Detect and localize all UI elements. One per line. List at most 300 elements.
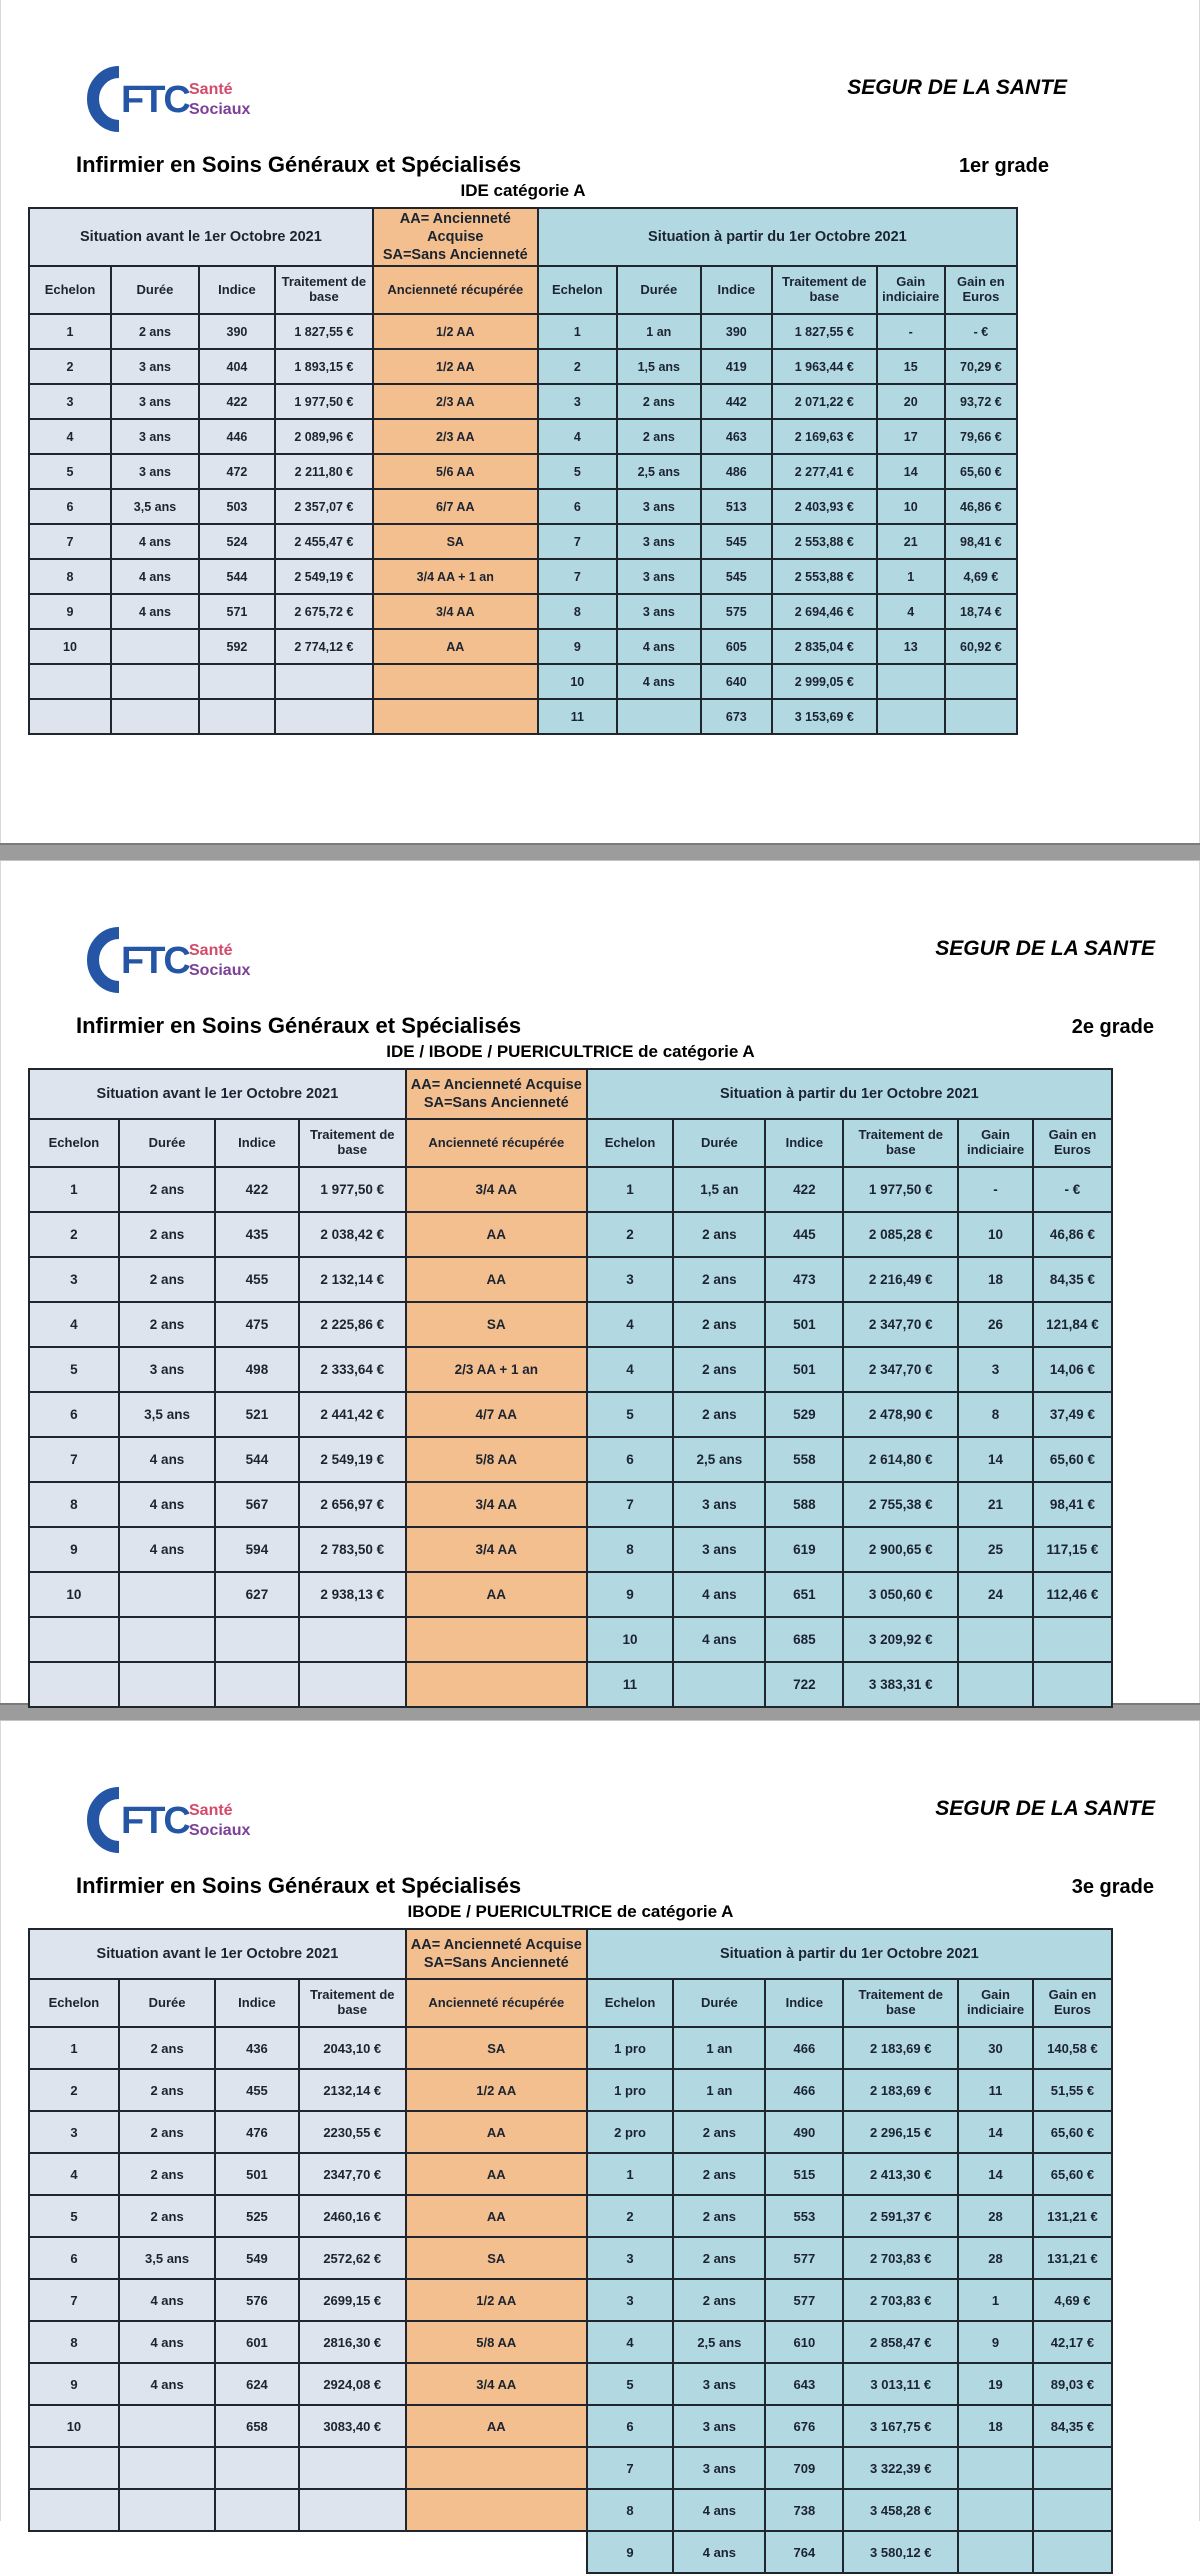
table-cell: 466: [765, 2027, 843, 2069]
table-cell: [299, 2531, 406, 2573]
table-cell: 4 ans: [119, 1527, 215, 1572]
table-cell: 709: [765, 2447, 843, 2489]
column-header-anciennete: Ancienneté récupérée: [406, 1119, 587, 1167]
table-cell: 7: [538, 524, 617, 559]
table-cell: 640: [701, 664, 772, 699]
table-cell: 51,55 €: [1033, 2069, 1112, 2111]
table-cell: [111, 664, 199, 699]
column-header-echelon: Echelon: [29, 1979, 119, 2027]
table-cell: [299, 2447, 406, 2489]
table-cell: 445: [765, 1212, 843, 1257]
table-cell: [1033, 2447, 1112, 2489]
table-cell: [29, 2531, 119, 2573]
table-cell: 472: [199, 454, 275, 489]
column-header-echelon: Echelon: [29, 266, 111, 314]
table-cell: 3/4 AA: [406, 1167, 587, 1212]
table-cell: 1: [29, 2027, 119, 2069]
table-cell: 121,84 €: [1033, 1302, 1112, 1347]
segur-title: SEGUR DE LA SANTE: [935, 1797, 1155, 1820]
column-header-traitement: Traitement de base: [275, 266, 373, 314]
table-cell: 17: [877, 419, 945, 454]
table-cell: 6: [587, 2405, 674, 2447]
table-cell: 2572,62 €: [299, 2237, 406, 2279]
table-cell: 14,06 €: [1033, 1347, 1112, 1392]
table-cell: AA: [406, 1257, 587, 1302]
table-cell: [29, 2447, 119, 2489]
table-cell: [119, 2489, 215, 2531]
table-cell: 7: [29, 1437, 119, 1482]
table-cell: 1 pro: [587, 2069, 674, 2111]
column-header-indice: Indice: [199, 266, 275, 314]
table-cell: 11: [958, 2069, 1033, 2111]
legend-line-2: SA=Sans Ancienneté: [382, 247, 528, 264]
table-cell: [877, 699, 945, 734]
table-cell: [673, 1662, 765, 1707]
table-cell: [119, 2447, 215, 2489]
cftc-logo-sociaux: Sociaux: [189, 1822, 251, 1839]
page-header: [41, 64, 1159, 148]
table-cell: 84,35 €: [1033, 2405, 1112, 2447]
table-cell: 1,5 ans: [617, 349, 701, 384]
table-cell: 503: [199, 489, 275, 524]
cftc-logo: [79, 925, 259, 998]
table-cell: 422: [215, 1167, 298, 1212]
table-cell: SA: [373, 524, 538, 559]
table-cell: 112,46 €: [1033, 1572, 1112, 1617]
table-row: [29, 1662, 1112, 1707]
table-cell: [119, 1662, 215, 1707]
table-cell: 455: [215, 1257, 298, 1302]
table-cell: 2 478,90 €: [843, 1392, 958, 1437]
table-cell: 1: [538, 314, 617, 349]
table-cell: 2 755,38 €: [843, 1482, 958, 1527]
table-cell: [29, 1617, 119, 1662]
table-cell: 37,49 €: [1033, 1392, 1112, 1437]
table-cell: 764: [765, 2531, 843, 2573]
table-cell: 15: [877, 349, 945, 384]
table-cell: 10: [29, 2405, 119, 2447]
group-header-after: Situation à partir du 1er Octobre 2021: [587, 1069, 1112, 1119]
table-cell: [119, 1572, 215, 1617]
table-cell: 2 553,88 €: [772, 559, 877, 594]
table-cell: 2 441,42 €: [299, 1392, 406, 1437]
table-cell: 738: [765, 2489, 843, 2531]
table-cell: 473: [765, 1257, 843, 1302]
table-cell: 46,86 €: [945, 489, 1017, 524]
group-header-anciennete-legend: [406, 1929, 587, 1979]
table-cell: 1/2 AA: [373, 349, 538, 384]
table-cell: 422: [199, 384, 275, 419]
table-cell: 2 ans: [673, 1257, 765, 1302]
table-cell: 404: [199, 349, 275, 384]
table-cell: - €: [945, 314, 1017, 349]
table-cell: 2 ans: [673, 2279, 765, 2321]
table-cell: 3 ans: [673, 1527, 765, 1572]
table-cell: 9: [587, 2531, 674, 2573]
table-cell: 2 216,49 €: [843, 1257, 958, 1302]
table-row: [29, 1572, 1112, 1617]
table-cell: 475: [215, 1302, 298, 1347]
table-row: [29, 1257, 1112, 1302]
table-cell: 5: [587, 2363, 674, 2405]
table-cell: 5/8 AA: [406, 1437, 587, 1482]
title-row: [76, 152, 1159, 178]
table-cell: 2,5 ans: [673, 2321, 765, 2363]
table-cell: [406, 1662, 587, 1707]
page-header: [41, 1785, 1159, 1869]
table-cell: AA: [373, 629, 538, 664]
table-cell: 2/3 AA + 1 an: [406, 1347, 587, 1392]
table-cell: 3 ans: [111, 419, 199, 454]
cftc-logo-c-arc: [93, 933, 119, 987]
table-cell: 2,5 ans: [673, 1437, 765, 1482]
table-row: [29, 349, 1017, 384]
table-cell: 4 ans: [617, 664, 701, 699]
table-cell: 2/3 AA: [373, 384, 538, 419]
table-cell: -: [877, 314, 945, 349]
table-cell: 4: [29, 1302, 119, 1347]
table-cell: 11: [587, 1662, 674, 1707]
table-cell: AA: [406, 2111, 587, 2153]
table-cell: 1 827,55 €: [772, 314, 877, 349]
table-cell: 2 ans: [617, 419, 701, 454]
table-row: [29, 594, 1017, 629]
column-header-duree: Durée: [119, 1979, 215, 2027]
table-row: [29, 2111, 1112, 2153]
category-subtitle: IBODE / PUERICULTRICE de catégorie A: [407, 1902, 734, 1921]
table-cell: 2: [587, 2195, 674, 2237]
table-row: [29, 1482, 1112, 1527]
column-header-traitement: Traitement de base: [299, 1979, 406, 2027]
table-cell: SA: [406, 1302, 587, 1347]
table-cell: 21: [958, 1482, 1033, 1527]
table-cell: 435: [215, 1212, 298, 1257]
column-header-anciennete: Ancienneté récupérée: [373, 266, 538, 314]
salary-table-grade-1: [28, 207, 1018, 735]
table-cell: 65,60 €: [945, 454, 1017, 489]
column-header-echelon-2: Echelon: [587, 1119, 674, 1167]
table-cell: [958, 1662, 1033, 1707]
table-cell: [406, 1617, 587, 1662]
table-cell: 549: [215, 2237, 298, 2279]
table-cell: 601: [215, 2321, 298, 2363]
salary-table-grade-2: [28, 1068, 1113, 1708]
table-cell: 5: [587, 1392, 674, 1437]
table-cell: 2 413,30 €: [843, 2153, 958, 2195]
table-cell: 545: [701, 524, 772, 559]
table-cell: 3 153,69 €: [772, 699, 877, 734]
table-cell: 4: [538, 419, 617, 454]
table-cell: 2 333,64 €: [299, 1347, 406, 1392]
group-header-after: Situation à partir du 1er Octobre 2021: [538, 208, 1017, 266]
table-cell: 594: [215, 1527, 298, 1572]
table-cell: 2: [29, 2069, 119, 2111]
table-cell: 3 ans: [111, 384, 199, 419]
table-cell: 3 ans: [673, 1482, 765, 1527]
table-cell: 4 ans: [673, 1617, 765, 1662]
table-cell: 3/4 AA: [373, 594, 538, 629]
column-header-row: [29, 266, 1017, 314]
table-cell: AA: [406, 2405, 587, 2447]
table-cell: [299, 1662, 406, 1707]
table-cell: 1: [29, 1167, 119, 1212]
table-cell: 18: [958, 1257, 1033, 1302]
table-row: [29, 2363, 1112, 2405]
cftc-logo-brand: FTC: [121, 940, 189, 982]
table-cell: 2 591,37 €: [843, 2195, 958, 2237]
table-cell: [199, 664, 275, 699]
table-cell: 18: [958, 2405, 1033, 2447]
table-cell: 1/2 AA: [373, 314, 538, 349]
cftc-logo-graphic: [79, 1785, 259, 1853]
table-cell: [29, 664, 111, 699]
table-cell: 476: [215, 2111, 298, 2153]
table-cell: 1,5 an: [673, 1167, 765, 1212]
cftc-logo-sociaux: Sociaux: [189, 962, 251, 979]
table-cell: 2 183,69 €: [843, 2027, 958, 2069]
table-cell: 3,5 ans: [119, 2237, 215, 2279]
table-cell: 2347,70 €: [299, 2153, 406, 2195]
table-cell: SA: [406, 2237, 587, 2279]
table-cell: [1033, 1662, 1112, 1707]
cftc-logo-c-arc: [93, 72, 119, 126]
table-row: [29, 2531, 1112, 2573]
table-cell: 8: [958, 1392, 1033, 1437]
page-3: [0, 1721, 1200, 2560]
column-header-indice: Indice: [215, 1979, 298, 2027]
table-cell: 4 ans: [111, 559, 199, 594]
table-cell: [373, 664, 538, 699]
table-cell: 18,74 €: [945, 594, 1017, 629]
table-cell: 2816,30 €: [299, 2321, 406, 2363]
table-cell: 4,69 €: [945, 559, 1017, 594]
table-cell: 7: [538, 559, 617, 594]
table-cell: 2 ans: [673, 2111, 765, 2153]
column-header-traitement-2: Traitement de base: [772, 266, 877, 314]
table-cell: 2 900,65 €: [843, 1527, 958, 1572]
table-cell: [373, 699, 538, 734]
table-cell: 1 893,15 €: [275, 349, 373, 384]
table-cell: [945, 664, 1017, 699]
table-cell: AA: [406, 2195, 587, 2237]
table-cell: 4 ans: [673, 2489, 765, 2531]
group-header-after: Situation à partir du 1er Octobre 2021: [587, 1929, 1112, 1979]
table-cell: 2 ans: [119, 2195, 215, 2237]
table-cell: 498: [215, 1347, 298, 1392]
table-cell: 5: [538, 454, 617, 489]
table-cell: 65,60 €: [1033, 1437, 1112, 1482]
table-cell: 5: [29, 2195, 119, 2237]
table-cell: 1/2 AA: [406, 2279, 587, 2321]
table-cell: 567: [215, 1482, 298, 1527]
table-cell: 3 458,28 €: [843, 2489, 958, 2531]
table-cell: 10: [29, 1572, 119, 1617]
table-cell: [119, 2531, 215, 2573]
table-cell: 2 703,83 €: [843, 2279, 958, 2321]
cftc-logo-brand: FTC: [121, 1800, 189, 1842]
table-cell: 2 085,28 €: [843, 1212, 958, 1257]
table-cell: 3 013,11 €: [843, 2363, 958, 2405]
table-cell: 8: [587, 1527, 674, 1572]
table-cell: 2 pro: [587, 2111, 674, 2153]
table-cell: 10: [877, 489, 945, 524]
table-cell: 2699,15 €: [299, 2279, 406, 2321]
segur-title: SEGUR DE LA SANTE: [935, 937, 1155, 960]
table-cell: 3: [587, 2279, 674, 2321]
table-cell: 676: [765, 2405, 843, 2447]
table-cell: 3 209,92 €: [843, 1617, 958, 1662]
table-cell: [958, 2447, 1033, 2489]
group-header-before: Situation avant le 1er Octobre 2021: [29, 208, 373, 266]
table-cell: 14: [958, 1437, 1033, 1482]
table-cell: 571: [199, 594, 275, 629]
table-cell: 4: [29, 2153, 119, 2195]
table-cell: 3 ans: [617, 489, 701, 524]
column-header-indice-2: Indice: [701, 266, 772, 314]
table-cell: 65,60 €: [1033, 2111, 1112, 2153]
table-cell: 4 ans: [119, 1437, 215, 1482]
table-cell: 3 ans: [111, 349, 199, 384]
table-cell: 2 211,80 €: [275, 454, 373, 489]
group-header-row: [29, 1929, 1112, 1979]
table-row: [29, 2153, 1112, 2195]
table-cell: 501: [765, 1347, 843, 1392]
table-cell: 3/4 AA: [406, 1527, 587, 1572]
table-cell: 2 071,22 €: [772, 384, 877, 419]
table-cell: 2 225,86 €: [299, 1302, 406, 1347]
table-cell: 6: [538, 489, 617, 524]
table-cell: 2 ans: [617, 384, 701, 419]
grade-label: 3e grade: [1071, 1876, 1154, 1898]
table-cell: 2230,55 €: [299, 2111, 406, 2153]
table-cell: 3: [29, 1257, 119, 1302]
table-cell: 1: [958, 2279, 1033, 2321]
table-cell: 9: [29, 594, 111, 629]
table-cell: 3/4 AA + 1 an: [373, 559, 538, 594]
table-row: [29, 1527, 1112, 1572]
table-cell: 131,21 €: [1033, 2237, 1112, 2279]
table-row: [29, 699, 1017, 734]
table-cell: 3: [29, 384, 111, 419]
page-2: [0, 861, 1200, 1703]
column-header-indice-2: Indice: [765, 1119, 843, 1167]
table-cell: [215, 1617, 298, 1662]
table-cell: 8: [29, 559, 111, 594]
column-header-gain-euros: Gain en Euros: [945, 266, 1017, 314]
table-cell: 1: [877, 559, 945, 594]
table-cell: 14: [877, 454, 945, 489]
table-cell: 3 ans: [111, 454, 199, 489]
table-cell: 2 ans: [119, 2027, 215, 2069]
table-cell: 4 ans: [111, 594, 199, 629]
table-cell: 1 pro: [587, 2027, 674, 2069]
table-row: [29, 1302, 1112, 1347]
column-header-traitement-2: Traitement de base: [843, 1979, 958, 2027]
cftc-logo: [79, 1785, 259, 1858]
table-cell: 2 ans: [673, 1302, 765, 1347]
table-cell: [29, 699, 111, 734]
table-cell: 1: [587, 1167, 674, 1212]
table-cell: 577: [765, 2279, 843, 2321]
table-cell: 575: [701, 594, 772, 629]
table-cell: 7: [587, 1482, 674, 1527]
table-cell: 19: [958, 2363, 1033, 2405]
column-header-indice: Indice: [215, 1119, 298, 1167]
table-row: [29, 2027, 1112, 2069]
category-subtitle: IDE catégorie A: [460, 181, 586, 200]
table-cell: 619: [765, 1527, 843, 1572]
table-cell: 2 656,97 €: [299, 1482, 406, 1527]
table-cell: 21: [877, 524, 945, 559]
table-cell: 558: [765, 1437, 843, 1482]
table-cell: 3083,40 €: [299, 2405, 406, 2447]
table-cell: 46,86 €: [1033, 1212, 1112, 1257]
table-cell: [215, 2531, 298, 2573]
table-cell: 9: [29, 1527, 119, 1572]
table-cell: 3 167,75 €: [843, 2405, 958, 2447]
table-row: [29, 314, 1017, 349]
legend-line-1: AA= Ancienneté Acquise: [399, 211, 511, 246]
salary-table-grade-3: [28, 1928, 1113, 2574]
table-cell: SA: [406, 2027, 587, 2069]
table-cell: 2 347,70 €: [843, 1302, 958, 1347]
table-row: [29, 2489, 1112, 2531]
table-cell: 2 553,88 €: [772, 524, 877, 559]
table-cell: 6: [29, 2237, 119, 2279]
table-cell: 140,58 €: [1033, 2027, 1112, 2069]
table-cell: 9: [958, 2321, 1033, 2363]
table-cell: 2 ans: [673, 1347, 765, 1392]
table-cell: 3 ans: [673, 2363, 765, 2405]
table-cell: 390: [199, 314, 275, 349]
table-cell: 8: [29, 2321, 119, 2363]
table-row: [29, 1347, 1112, 1392]
table-cell: 10: [958, 1212, 1033, 1257]
table-cell: 2 ans: [119, 1302, 215, 1347]
column-header-duree: Durée: [111, 266, 199, 314]
table-row: [29, 2069, 1112, 2111]
table-cell: 2: [587, 1212, 674, 1257]
table-cell: 490: [765, 2111, 843, 2153]
table-row: [29, 2321, 1112, 2363]
table-cell: - €: [1033, 1167, 1112, 1212]
page-title: Infirmier en Soins Généraux et Spécialisés: [76, 152, 522, 177]
table-cell: 11: [538, 699, 617, 734]
table-cell: 28: [958, 2195, 1033, 2237]
table-cell: [958, 2489, 1033, 2531]
table-cell: 2 089,96 €: [275, 419, 373, 454]
table-cell: 10: [587, 1617, 674, 1662]
table-cell: 2132,14 €: [299, 2069, 406, 2111]
table-cell: AA: [406, 1572, 587, 1617]
cftc-logo-graphic: [79, 64, 259, 132]
table-cell: 3: [587, 1257, 674, 1302]
table-cell: 521: [215, 1392, 298, 1437]
column-header-indice-2: Indice: [765, 1979, 843, 2027]
table-cell: 2 774,12 €: [275, 629, 373, 664]
table-cell: 2 ans: [673, 1212, 765, 1257]
table-row: [29, 2237, 1112, 2279]
table-cell: 501: [765, 1302, 843, 1347]
table-cell: [215, 2489, 298, 2531]
table-cell: [1033, 2489, 1112, 2531]
table-cell: 2 ans: [673, 2195, 765, 2237]
table-cell: 117,15 €: [1033, 1527, 1112, 1572]
table-cell: 2 ans: [673, 2153, 765, 2195]
table-cell: 10: [29, 629, 111, 664]
table-cell: 1 an: [673, 2069, 765, 2111]
column-header-echelon: Echelon: [29, 1119, 119, 1167]
